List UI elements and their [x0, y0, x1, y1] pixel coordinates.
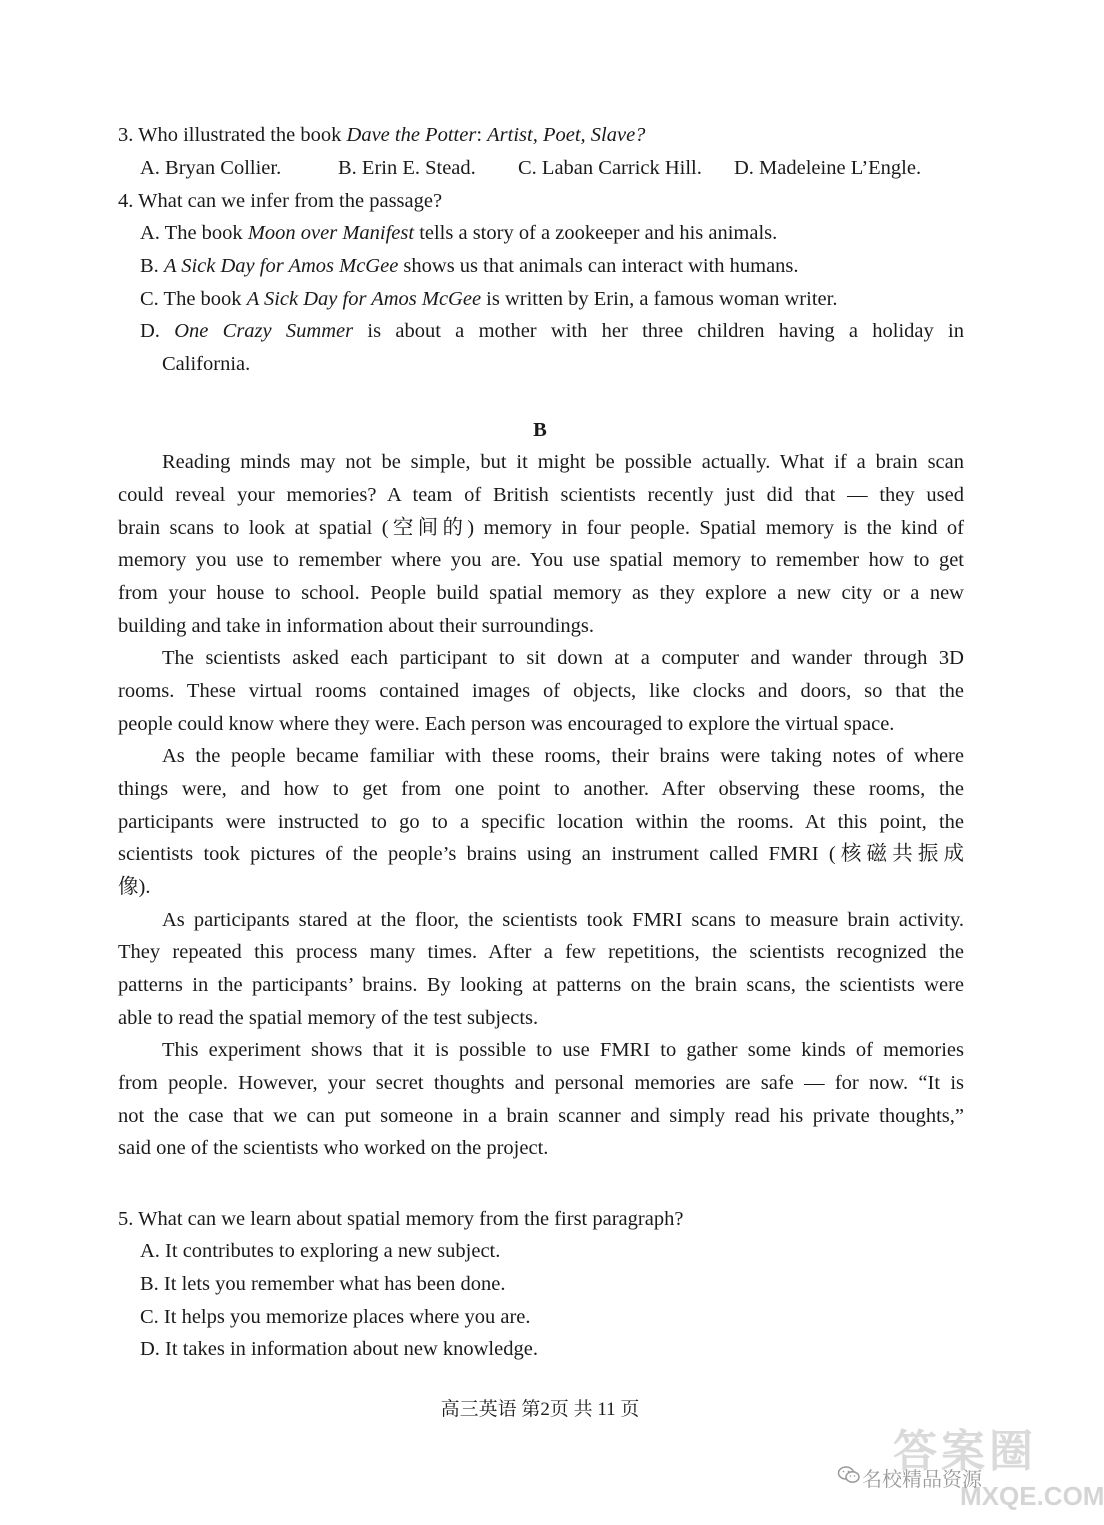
q4-option-a: A. The book Moon over Manifest tells a story of a zookeeper and his animals.	[140, 222, 778, 244]
passage-line: patterns in the participants’ brains. By looking at patterns on the brain scans, the scientists were	[118, 974, 964, 996]
q4-option-c: C. The book A Sick Day for Amos McGee is written by Erin, a famous woman writer.	[140, 288, 838, 310]
passage-line: The scientists asked each participant to sit down at a computer and wander through 3D	[162, 647, 964, 669]
passage-line: able to read the spatial memory of the test subjects.	[118, 1007, 539, 1029]
passage-line: building and take in information about their surroundings.	[118, 615, 594, 637]
watermark-site: MXQE.COM	[960, 1481, 1104, 1511]
passage-line: Reading minds may not be simple, but it might be possible actually. What if a brain scan	[162, 451, 964, 473]
passage-line: rooms. These virtual rooms contained images of objects, like clocks and doors, so that the	[118, 680, 964, 702]
q4-option-d: D. One Crazy Summer is about a mother with her three children having a holiday in	[140, 320, 964, 342]
passage-line: participants were instructed to go to a specific location within the rooms. At this point, the	[118, 811, 964, 833]
q3-option-d: D. Madeleine L’Engle.	[734, 157, 922, 179]
q4-option-b: B. A Sick Day for Amos McGee shows us that animals can interact with humans.	[140, 255, 799, 277]
passage-line: people could know where they were. Each person was encouraged to explore the virtual space.	[118, 713, 895, 735]
passage-line: As the people became familiar with these rooms, their brains were taking notes of where	[162, 745, 964, 767]
passage-line: 像).	[118, 876, 151, 898]
q5-option-a: A. It contributes to exploring a new subject.	[140, 1240, 501, 1262]
question-5-stem: 5. What can we learn about spatial memory from the first paragraph?	[118, 1208, 684, 1230]
question-3-stem: 3. Who illustrated the book Dave the Potter: Artist, Poet, Slave?	[118, 124, 646, 146]
q3-option-b: B. Erin E. Stead.	[338, 157, 476, 179]
section-heading: B	[533, 419, 547, 441]
passage-line: said one of the scientists who worked on the project.	[118, 1137, 549, 1159]
q4-option-d-continued: California.	[162, 353, 251, 375]
watermark-channel: 名校精品资源	[862, 1469, 982, 1491]
passage-line: memory you use to remember where you are. You use spatial memory to remember how to get	[118, 549, 964, 571]
passage-line: As participants stared at the floor, the scientists took FMRI scans to measure brain activity.	[162, 909, 964, 931]
passage-line: They repeated this process many times. After a few repetitions, the scientists recognized the	[118, 941, 964, 963]
q3-option-a: A. Bryan Collier.	[140, 157, 282, 179]
passage-line: from your house to school. People build spatial memory as they explore a new city or a new	[118, 582, 964, 604]
passage-line: could reveal your memories? A team of British scientists recently just did that — they used	[118, 484, 964, 506]
q5-option-b: B. It lets you remember what has been done.	[140, 1273, 506, 1295]
passage-line: brain scans to look at spatial (空间的) memory in four people. Spatial memory is the kind of	[118, 517, 964, 539]
page-footer: 高三英语 第2页 共 11 页	[440, 1399, 640, 1420]
passage-line: scientists took pictures of the people’s brains using an instrument called FMRI (核磁共振成	[118, 843, 964, 865]
q5-option-d: D. It takes in information about new knowledge.	[140, 1338, 538, 1360]
passage-line: not the case that we can put someone in a brain scanner and simply read his private thoughts,”	[118, 1105, 964, 1127]
watermark-logo: 答案圈	[893, 1427, 1037, 1476]
q5-option-c: C. It helps you memorize places where you are.	[140, 1306, 531, 1328]
q3-option-c: C. Laban Carrick Hill.	[518, 157, 702, 179]
wechat-icon	[838, 1466, 860, 1484]
question-4-stem: 4. What can we infer from the passage?	[118, 190, 443, 212]
passage-line: things were, and how to get from one point to another. After observing these rooms, the	[118, 778, 964, 800]
passage-line: This experiment shows that it is possible to use FMRI to gather some kinds of memories	[162, 1039, 964, 1061]
passage-line: from people. However, your secret thoughts and personal memories are safe — for now. “It is	[118, 1072, 964, 1094]
